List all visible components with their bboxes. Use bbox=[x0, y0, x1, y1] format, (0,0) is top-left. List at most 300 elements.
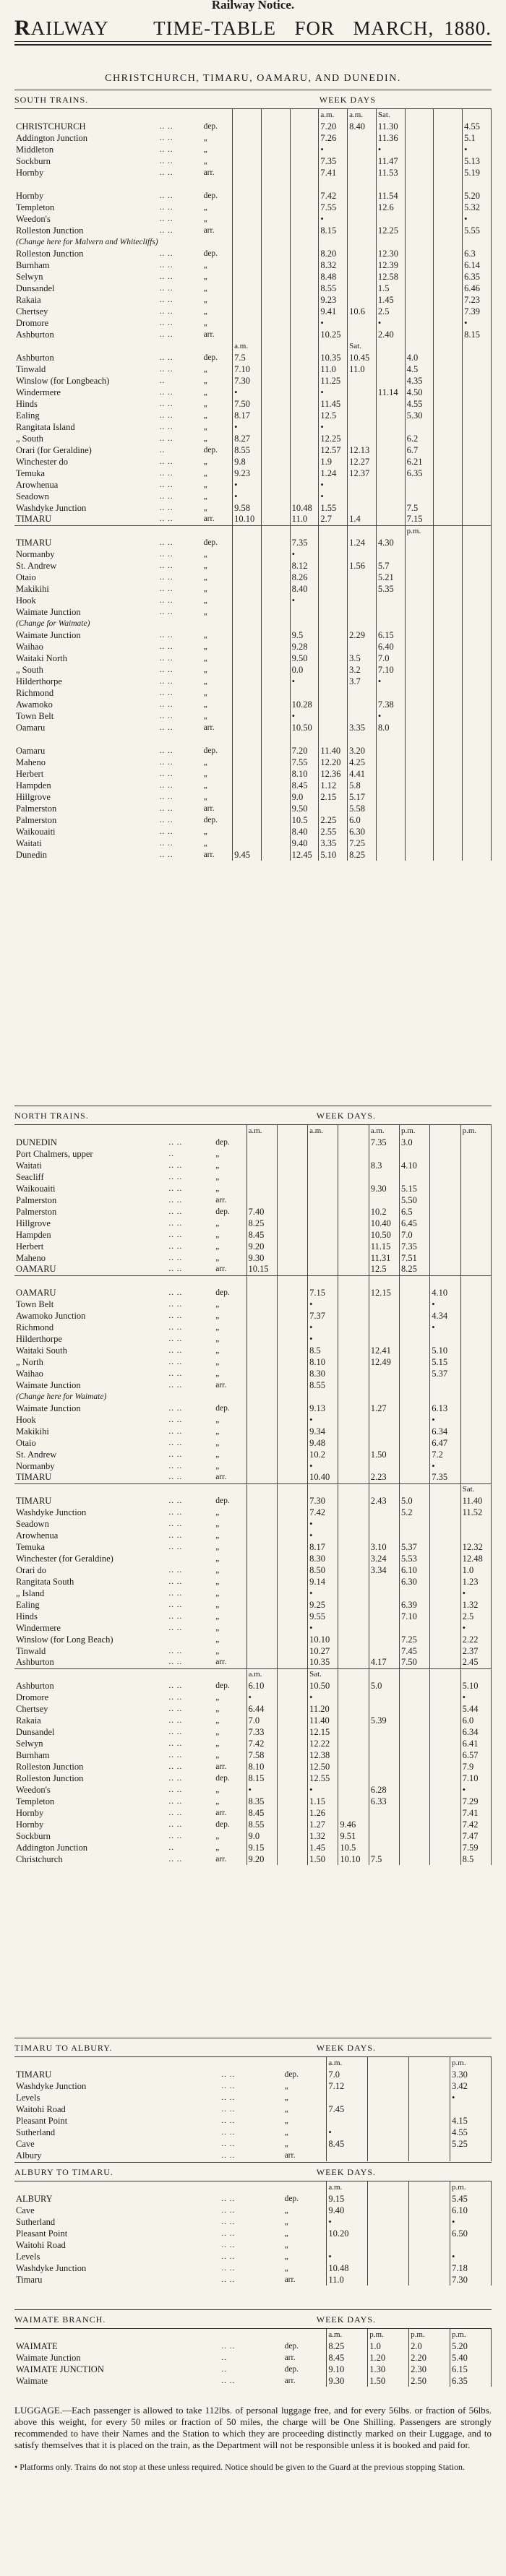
time-cell bbox=[319, 560, 348, 572]
leader-dots: .. .. bbox=[168, 1704, 183, 1713]
table-row bbox=[14, 1726, 492, 1738]
dep-arr-tag: „ bbox=[215, 1796, 220, 1806]
time-cell: 5.25 bbox=[450, 2138, 492, 2150]
station-name: Hillgrove bbox=[16, 791, 51, 802]
time-cell bbox=[338, 1634, 369, 1645]
time-cell: 7.35 bbox=[369, 1137, 399, 1148]
time-cell bbox=[348, 213, 377, 225]
table-row bbox=[14, 757, 492, 768]
time-cell bbox=[434, 259, 463, 271]
station-name: Makikihi bbox=[16, 583, 49, 594]
table-row bbox=[14, 699, 492, 710]
time-cell bbox=[338, 1368, 369, 1379]
station-name: Palmerston bbox=[16, 1194, 57, 1205]
time-cell: 8.17 bbox=[233, 410, 262, 421]
time-cell bbox=[376, 606, 405, 618]
table-row bbox=[14, 2340, 492, 2352]
dep-arr-tag: arr. bbox=[203, 168, 215, 177]
station-name: Winslow (for Longbeach) bbox=[16, 375, 110, 386]
time-cell: 11.36 bbox=[376, 132, 405, 144]
time-cell bbox=[277, 1437, 307, 1449]
time-cell bbox=[430, 1588, 460, 1599]
station-name bbox=[14, 1125, 168, 1137]
time-cell bbox=[430, 1171, 460, 1183]
dep-arr-tag: „ bbox=[215, 1704, 220, 1713]
time-cell bbox=[405, 652, 434, 664]
time-cell bbox=[463, 583, 492, 595]
time-cell bbox=[246, 1472, 277, 1483]
time-cell bbox=[434, 699, 463, 710]
time-cell: p.m. bbox=[450, 2181, 492, 2193]
time-cell bbox=[369, 1530, 399, 1541]
time-cell: a.m. bbox=[327, 2329, 368, 2340]
time-cell bbox=[434, 306, 463, 317]
leader-dots: .. .. bbox=[168, 1449, 183, 1459]
time-cell: 2.55 bbox=[319, 826, 348, 837]
station-name: TIMARU bbox=[16, 537, 52, 548]
time-cell: 7.9 bbox=[460, 1761, 491, 1772]
dep-arr-tag: „ bbox=[203, 572, 207, 582]
time-cell bbox=[434, 132, 463, 144]
time-cell bbox=[338, 1588, 369, 1599]
dep-arr-tag: „ bbox=[203, 306, 207, 316]
time-cell bbox=[261, 676, 290, 687]
time-cell: 6.34 bbox=[430, 1426, 460, 1437]
time-cell: 12.15 bbox=[308, 1726, 338, 1738]
dep-arr-tag: dep. bbox=[215, 1819, 230, 1829]
timetable-table bbox=[14, 2057, 492, 2161]
time-cell: • bbox=[319, 387, 348, 398]
station-name: Oamaru bbox=[16, 722, 46, 733]
station-name: Hornby bbox=[16, 1819, 44, 1830]
time-cell bbox=[261, 456, 290, 468]
leader-dots: .. .. bbox=[168, 1288, 183, 1297]
time-cell bbox=[434, 340, 463, 352]
time-cell bbox=[369, 1426, 399, 1437]
table-row bbox=[14, 1645, 492, 1657]
time-cell bbox=[405, 583, 434, 595]
table-row bbox=[14, 1588, 492, 1599]
dep-arr-tag: „ bbox=[284, 2127, 288, 2137]
time-cell bbox=[369, 1194, 399, 1206]
time-cell bbox=[463, 641, 492, 652]
time-cell: 4.50 bbox=[405, 387, 434, 398]
time-cell bbox=[400, 1275, 430, 1287]
time-cell bbox=[434, 294, 463, 306]
timetable-table bbox=[14, 2181, 492, 2286]
time-cell bbox=[338, 1310, 369, 1322]
time-cell bbox=[290, 317, 319, 329]
time-cell bbox=[290, 329, 319, 340]
time-cell: 2.43 bbox=[369, 1495, 399, 1507]
time-cell bbox=[348, 491, 377, 502]
time-cell bbox=[338, 1206, 369, 1218]
time-cell bbox=[277, 1692, 307, 1703]
time-cell bbox=[434, 722, 463, 733]
time-cell bbox=[405, 190, 434, 202]
time-cell bbox=[290, 225, 319, 236]
table-row bbox=[14, 1275, 492, 1287]
dep-arr-tag: arr. bbox=[284, 2353, 296, 2362]
table-row bbox=[14, 213, 492, 225]
time-cell bbox=[348, 410, 377, 421]
time-cell bbox=[290, 109, 319, 121]
time-cell bbox=[261, 271, 290, 283]
time-cell bbox=[233, 132, 262, 144]
table-row bbox=[14, 780, 492, 791]
time-cell bbox=[246, 1645, 277, 1657]
time-cell bbox=[348, 329, 377, 340]
station-name: Maheno bbox=[16, 757, 46, 767]
station-name: TIMARU bbox=[16, 1472, 52, 1483]
time-cell bbox=[261, 352, 290, 363]
time-cell: 8.15 bbox=[319, 225, 348, 236]
time-cell: 8.45 bbox=[246, 1807, 277, 1819]
time-cell bbox=[261, 329, 290, 340]
time-cell: 8.10 bbox=[246, 1761, 277, 1772]
time-cell: 9.40 bbox=[290, 837, 319, 849]
station-name: Sutherland bbox=[16, 2216, 56, 2227]
time-cell bbox=[261, 167, 290, 178]
dep-arr-tag: „ bbox=[203, 422, 207, 431]
time-cell: 7.10 bbox=[376, 664, 405, 676]
station-name: „ Island bbox=[16, 1588, 45, 1598]
time-cell bbox=[277, 1391, 307, 1403]
time-cell bbox=[246, 1275, 277, 1287]
time-cell: 10.28 bbox=[290, 699, 319, 710]
station-name: Hinds bbox=[16, 398, 38, 409]
time-cell bbox=[319, 733, 348, 745]
time-cell: 7.30 bbox=[450, 2274, 492, 2286]
leader-dots bbox=[158, 178, 202, 190]
time-cell bbox=[348, 710, 377, 722]
time-cell bbox=[369, 1333, 399, 1345]
time-cell bbox=[277, 1541, 307, 1553]
time-cell: 7.42 bbox=[246, 1738, 277, 1749]
time-cell bbox=[261, 190, 290, 202]
time-cell: 7.47 bbox=[460, 1830, 491, 1842]
time-cell: a.m. bbox=[348, 109, 377, 121]
leader-dots: .. .. bbox=[168, 1415, 183, 1424]
dep-arr-tag: dep. bbox=[284, 2341, 299, 2351]
time-cell bbox=[261, 375, 290, 387]
time-cell bbox=[246, 1437, 277, 1449]
time-cell bbox=[261, 768, 290, 780]
table-row bbox=[14, 1472, 492, 1483]
time-cell bbox=[290, 132, 319, 144]
station-name bbox=[14, 2057, 220, 2069]
leader-dots: .. .. bbox=[168, 1380, 183, 1390]
time-cell bbox=[376, 178, 405, 190]
dep-arr-tag: „ bbox=[215, 1715, 220, 1725]
leader-dots: .. .. bbox=[221, 2205, 236, 2215]
leader-dots: .. .. bbox=[168, 1345, 183, 1355]
dep-arr-tag: „ bbox=[203, 434, 207, 443]
time-cell bbox=[460, 1160, 491, 1171]
time-cell bbox=[233, 329, 262, 340]
time-cell bbox=[338, 1264, 369, 1275]
station-name: St. Andrew bbox=[16, 1449, 57, 1460]
time-cell bbox=[434, 583, 463, 595]
time-cell bbox=[400, 1148, 430, 1160]
time-cell bbox=[369, 1692, 399, 1703]
time-cell bbox=[319, 525, 348, 537]
time-cell: 11.0 bbox=[319, 363, 348, 375]
time-cell: 9.58 bbox=[233, 502, 262, 514]
waimate-branch-section bbox=[14, 2309, 492, 2387]
time-cell bbox=[430, 1830, 460, 1842]
page-title bbox=[14, 16, 492, 42]
time-cell bbox=[409, 2138, 450, 2150]
time-cell: 7.35 bbox=[430, 1472, 460, 1483]
time-cell bbox=[463, 791, 492, 803]
time-cell bbox=[463, 595, 492, 606]
time-cell bbox=[369, 1842, 399, 1853]
time-cell bbox=[463, 491, 492, 502]
time-cell: 7.23 bbox=[463, 294, 492, 306]
time-cell bbox=[290, 733, 319, 745]
table-row bbox=[14, 652, 492, 664]
time-cell: 5.10 bbox=[319, 849, 348, 861]
time-cell bbox=[463, 733, 492, 745]
section-title: WAIMATE BRANCH. bbox=[14, 2314, 106, 2325]
time-cell: 9.23 bbox=[319, 294, 348, 306]
time-cell: 3.10 bbox=[369, 1541, 399, 1553]
leader-dots: .. .. bbox=[159, 584, 173, 593]
station-name: Waimate Junction bbox=[16, 1403, 81, 1413]
time-cell bbox=[338, 1160, 369, 1171]
time-cell bbox=[460, 1298, 491, 1310]
time-cell bbox=[405, 722, 434, 733]
time-cell bbox=[400, 1842, 430, 1853]
time-cell: • bbox=[327, 2127, 368, 2138]
time-cell: • bbox=[463, 317, 492, 329]
dep-arr-tag: arr. bbox=[215, 1658, 227, 1667]
time-cell: 6.41 bbox=[460, 1738, 491, 1749]
time-cell bbox=[369, 1772, 399, 1784]
time-cell bbox=[430, 1194, 460, 1206]
table-row bbox=[14, 1796, 492, 1807]
dep-arr-tag: „ bbox=[203, 711, 207, 720]
table-row bbox=[14, 768, 492, 780]
table-row bbox=[14, 2364, 492, 2375]
dep-arr-tag: dep. bbox=[215, 1403, 230, 1413]
time-cell: • bbox=[308, 1622, 338, 1634]
table-row bbox=[14, 2375, 492, 2387]
time-cell: 10.5 bbox=[290, 814, 319, 826]
time-cell: 7.10 bbox=[460, 1772, 491, 1784]
time-cell: p.m. bbox=[460, 1125, 491, 1137]
section-heading bbox=[14, 2038, 492, 2057]
leader-dots: .. .. bbox=[159, 642, 173, 651]
dep-arr-tag: arr. bbox=[203, 225, 215, 235]
time-cell bbox=[348, 733, 377, 745]
time-cell bbox=[348, 225, 377, 236]
time-cell bbox=[405, 213, 434, 225]
dep-arr-tag: „ bbox=[215, 1311, 220, 1320]
table-row bbox=[14, 837, 492, 849]
leader-dots: .. .. bbox=[221, 2139, 236, 2148]
time-cell bbox=[348, 572, 377, 583]
leader-dots: .. .. bbox=[168, 1808, 183, 1817]
time-cell bbox=[434, 606, 463, 618]
dep-arr-tag: „ bbox=[215, 1623, 220, 1632]
time-cell: 7.50 bbox=[233, 398, 262, 410]
time-cell: 9.28 bbox=[290, 641, 319, 652]
time-cell: 5.45 bbox=[450, 2193, 492, 2205]
time-cell: 10.5 bbox=[338, 1842, 369, 1853]
time-cell bbox=[246, 1333, 277, 1345]
time-cell: • bbox=[327, 2251, 368, 2262]
time-cell bbox=[400, 1530, 430, 1541]
time-cell: 7.55 bbox=[319, 202, 348, 213]
time-cell: • bbox=[233, 491, 262, 502]
station-name: ALBURY bbox=[16, 2193, 53, 2204]
leader-dots: .. .. bbox=[168, 1311, 183, 1320]
time-cell bbox=[348, 190, 377, 202]
time-cell: 4.10 bbox=[400, 1160, 430, 1171]
dep-arr-tag: „ bbox=[203, 318, 207, 327]
time-cell: 5.15 bbox=[430, 1356, 460, 1368]
dep-arr-tag: dep. bbox=[203, 191, 218, 200]
time-cell bbox=[376, 514, 405, 525]
time-cell: 5.35 bbox=[376, 583, 405, 595]
station-name: Town Belt bbox=[16, 710, 54, 721]
leader-dots: .. .. bbox=[168, 1565, 183, 1575]
time-cell bbox=[430, 1333, 460, 1345]
time-cell bbox=[277, 1241, 307, 1252]
time-cell bbox=[463, 109, 492, 121]
leader-dots bbox=[168, 1483, 215, 1495]
leader-dots: .. .. bbox=[159, 272, 173, 281]
leader-dots: .. .. bbox=[159, 387, 173, 397]
time-cell bbox=[405, 340, 434, 352]
time-cell bbox=[338, 1645, 369, 1657]
table-row bbox=[14, 710, 492, 722]
time-cell bbox=[434, 167, 463, 178]
time-cell bbox=[233, 618, 262, 629]
leader-dots: .. .. bbox=[168, 1577, 183, 1586]
time-cell: 8.55 bbox=[246, 1819, 277, 1830]
station-name: Levels bbox=[16, 2092, 40, 2103]
time-cell bbox=[368, 2262, 409, 2274]
time-cell: 3.34 bbox=[369, 1564, 399, 1576]
time-cell: p.m. bbox=[450, 2057, 492, 2069]
time-cell bbox=[369, 1518, 399, 1530]
time-cell bbox=[460, 1137, 491, 1148]
time-cell: Sat. bbox=[308, 1668, 338, 1680]
time-cell: 5.53 bbox=[400, 1553, 430, 1564]
time-cell bbox=[369, 1576, 399, 1588]
table-row bbox=[14, 2239, 492, 2251]
time-cell: 2.45 bbox=[460, 1657, 491, 1668]
time-cell: 2.5 bbox=[460, 1611, 491, 1622]
time-cell bbox=[463, 699, 492, 710]
time-cell bbox=[434, 202, 463, 213]
time-cell bbox=[368, 2216, 409, 2228]
time-cell: 7.42 bbox=[319, 190, 348, 202]
table-row bbox=[14, 664, 492, 676]
time-cell bbox=[246, 1137, 277, 1148]
time-cell bbox=[376, 456, 405, 468]
time-cell bbox=[405, 791, 434, 803]
time-cell bbox=[405, 676, 434, 687]
time-cell: 1.20 bbox=[368, 2352, 409, 2364]
time-cell bbox=[376, 468, 405, 479]
dep-arr-tag bbox=[283, 2057, 327, 2069]
leader-dots: .. .. bbox=[221, 2150, 236, 2160]
time-cell: 9.20 bbox=[246, 1853, 277, 1865]
leader-dots bbox=[158, 340, 202, 352]
time-cell bbox=[246, 1287, 277, 1298]
time-cell bbox=[434, 363, 463, 375]
time-cell bbox=[261, 606, 290, 618]
leader-dots bbox=[168, 1125, 215, 1137]
time-cell bbox=[405, 329, 434, 340]
time-cell bbox=[460, 1403, 491, 1414]
dep-arr-tag: „ bbox=[203, 699, 207, 709]
time-cell bbox=[277, 1483, 307, 1495]
time-cell bbox=[261, 664, 290, 676]
dep-arr-tag: arr. bbox=[203, 514, 215, 524]
dep-arr-tag: arr. bbox=[203, 723, 215, 732]
station-name: Washdyke Junction bbox=[16, 502, 87, 513]
time-cell bbox=[430, 1391, 460, 1403]
time-cell: 12.5 bbox=[319, 410, 348, 421]
time-cell: 3.24 bbox=[369, 1553, 399, 1564]
time-cell bbox=[348, 132, 377, 144]
time-cell bbox=[233, 629, 262, 641]
time-cell bbox=[405, 491, 434, 502]
dep-arr-tag: „ bbox=[215, 1831, 220, 1840]
time-cell bbox=[277, 1715, 307, 1726]
table-row bbox=[14, 132, 492, 144]
time-cell bbox=[261, 421, 290, 433]
time-cell: 4.55 bbox=[405, 398, 434, 410]
time-cell bbox=[348, 687, 377, 699]
time-cell bbox=[338, 1298, 369, 1310]
time-cell bbox=[434, 733, 463, 745]
time-cell bbox=[400, 1171, 430, 1183]
time-cell: 6.21 bbox=[405, 456, 434, 468]
table-row bbox=[14, 167, 492, 178]
time-cell: 6.30 bbox=[400, 1576, 430, 1588]
time-cell bbox=[369, 1414, 399, 1426]
time-cell bbox=[246, 1483, 277, 1495]
time-cell bbox=[290, 340, 319, 352]
time-cell: 3.0 bbox=[400, 1137, 430, 1148]
station-name: Waikouaiti bbox=[16, 826, 56, 837]
table-row bbox=[14, 1391, 492, 1403]
time-cell bbox=[376, 433, 405, 444]
leader-dots: .. .. bbox=[168, 1611, 183, 1621]
time-cell: 11.0 bbox=[348, 363, 377, 375]
time-cell bbox=[277, 1368, 307, 1379]
time-cell: 4.0 bbox=[405, 352, 434, 363]
station-name: Pleasant Point bbox=[16, 2115, 68, 2126]
time-cell bbox=[400, 1460, 430, 1472]
time-cell bbox=[400, 1726, 430, 1738]
time-cell: 8.30 bbox=[308, 1553, 338, 1564]
leader-dots: .. .. bbox=[221, 2252, 236, 2261]
time-cell bbox=[308, 1391, 338, 1403]
time-cell bbox=[338, 1171, 369, 1183]
time-cell bbox=[400, 1819, 430, 1830]
dep-arr-tag: „ bbox=[284, 2252, 288, 2261]
time-cell bbox=[405, 479, 434, 491]
table-row bbox=[14, 1460, 492, 1472]
leader-dots: .. .. bbox=[168, 1530, 183, 1540]
